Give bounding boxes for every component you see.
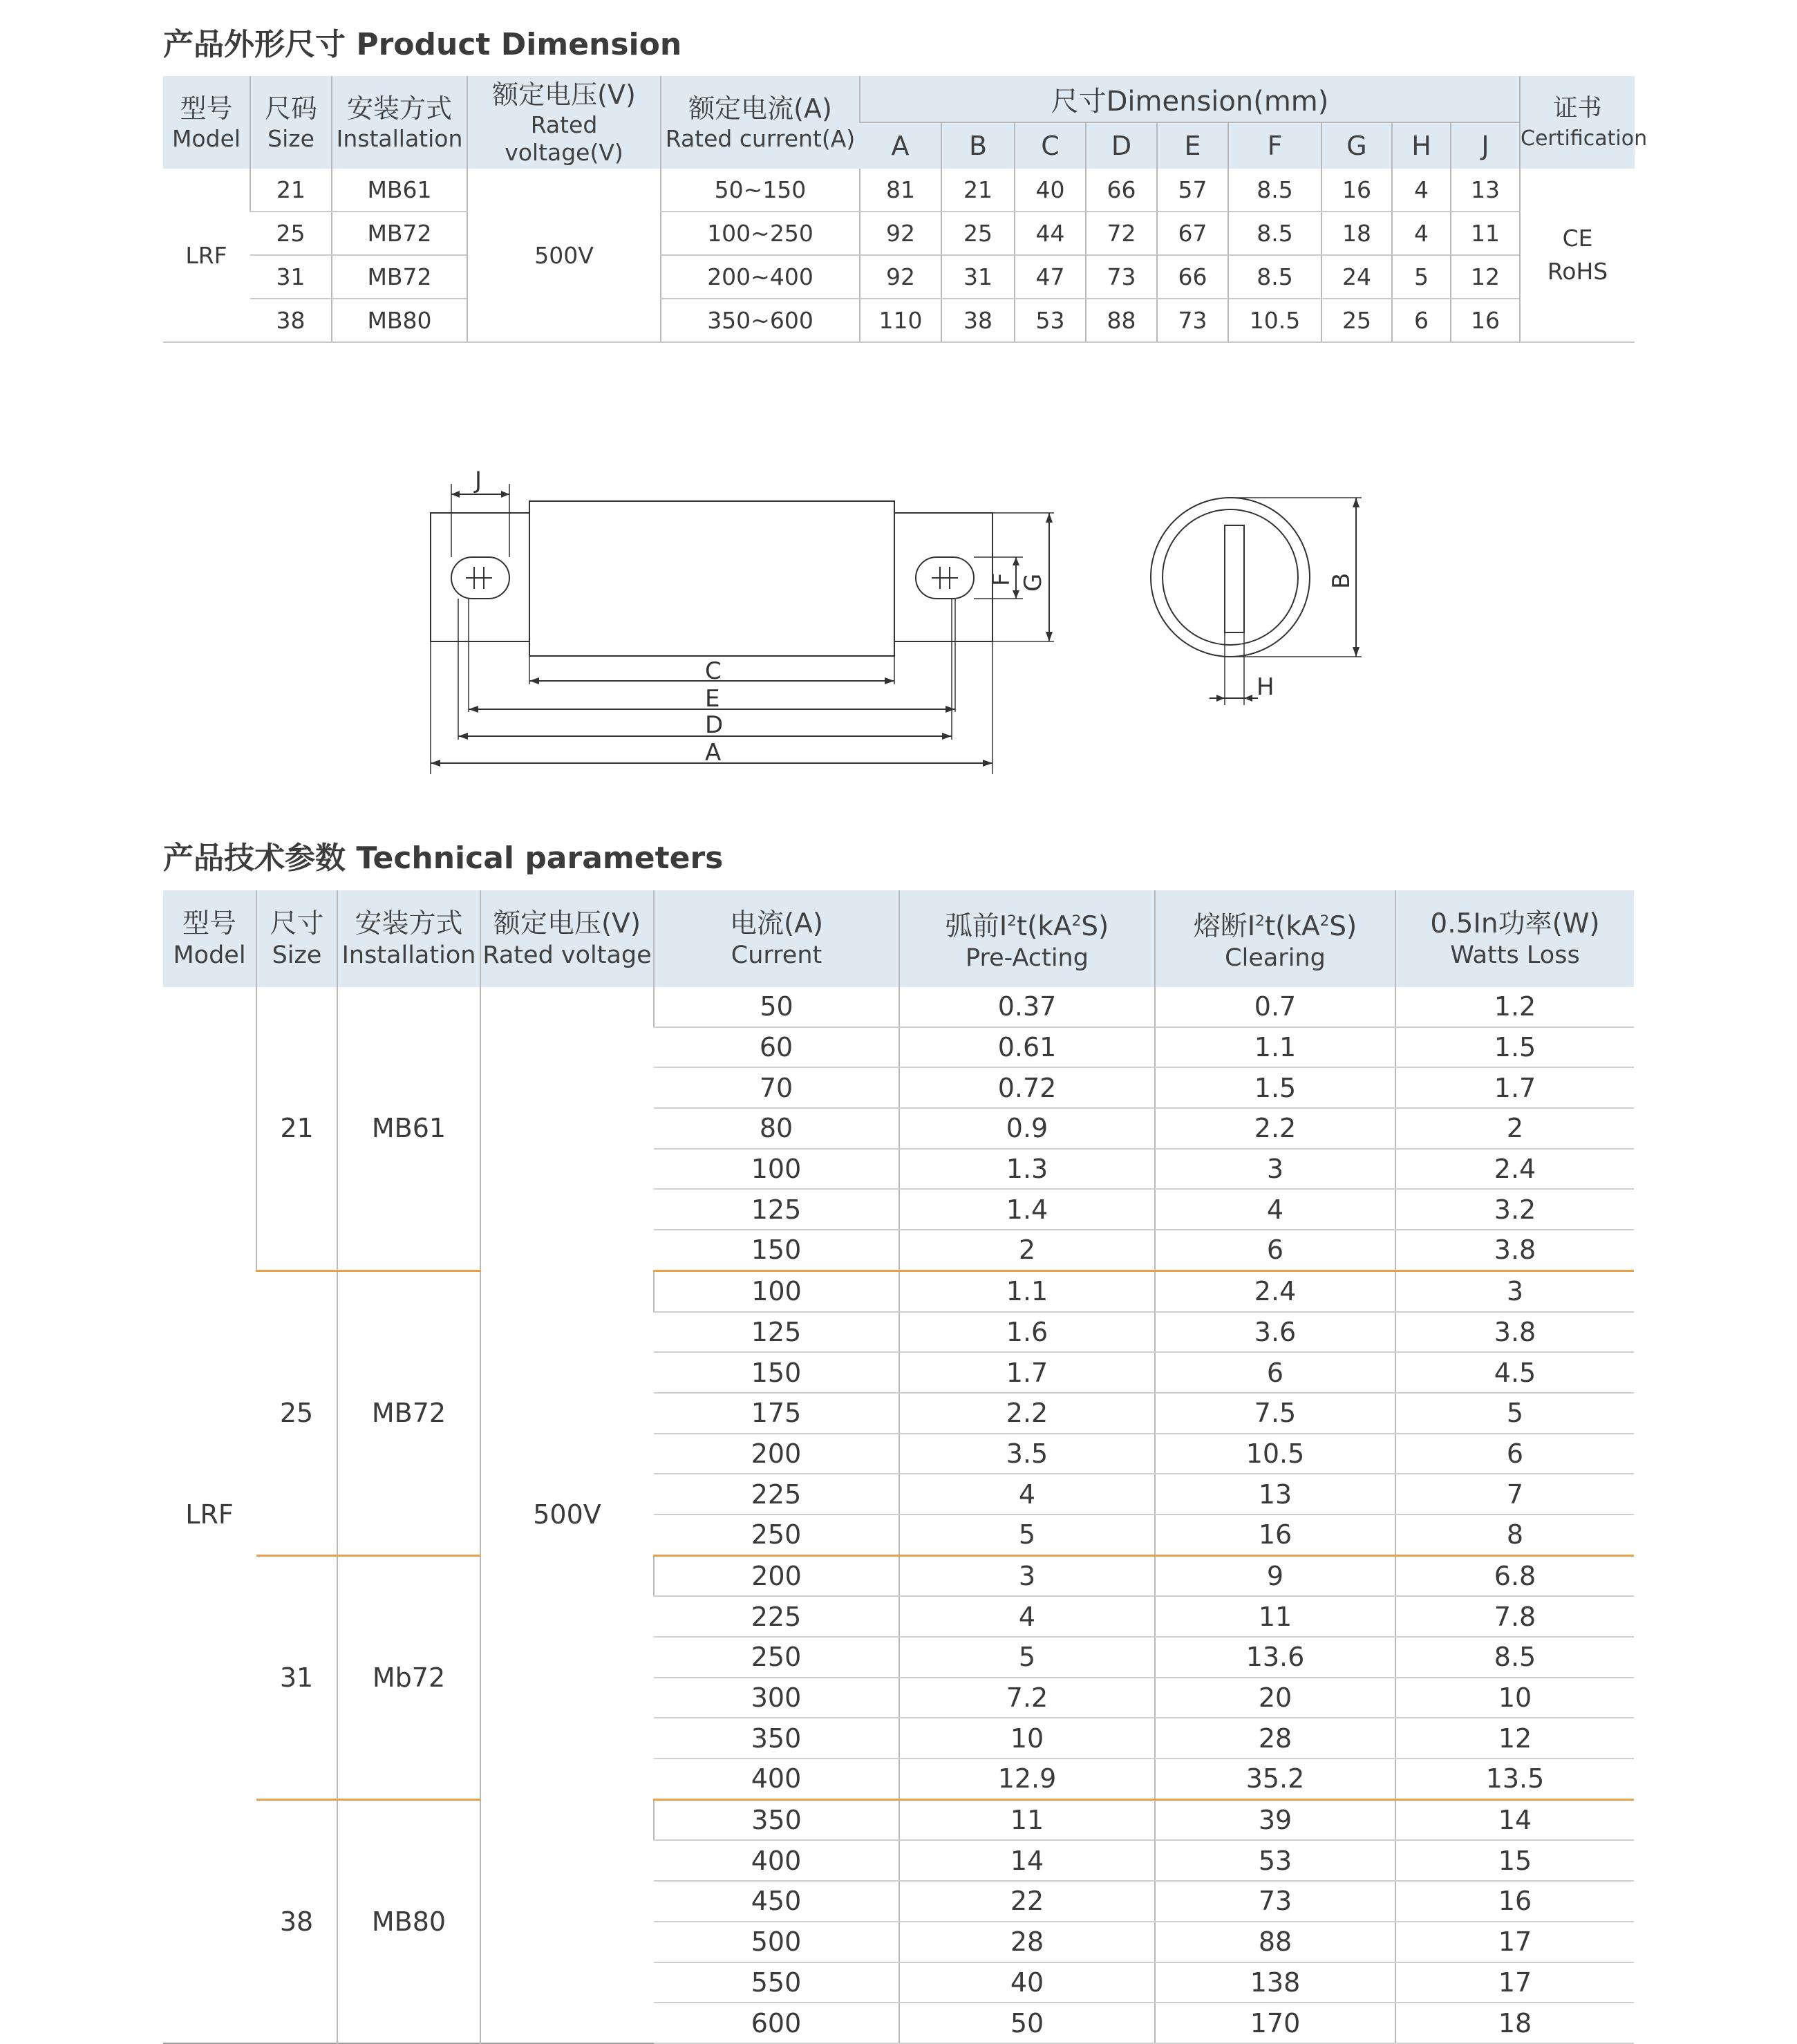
header-dim-h: H	[1392, 122, 1451, 169]
header-size: 尺寸 Size	[256, 890, 337, 987]
dim-cell: 4	[1392, 169, 1451, 212]
watts-loss-cell: 7	[1395, 1474, 1634, 1515]
installation-cell: MB72	[332, 212, 467, 255]
watts-loss-cell: 5	[1395, 1393, 1634, 1434]
current-cell: 600	[654, 2003, 899, 2043]
pre-acting-cell: 2	[899, 1230, 1155, 1271]
current-cell: 250	[654, 1515, 899, 1555]
clearing-cell: 88	[1155, 1922, 1395, 1962]
watts-loss-cell: 15	[1395, 1840, 1634, 1881]
dimension-row	[163, 299, 1635, 342]
current-cell: 150	[654, 1352, 899, 1393]
clearing-cell: 3.6	[1155, 1312, 1395, 1353]
current-cell: 200	[654, 1555, 899, 1596]
pre-acting-cell: 4	[899, 1474, 1155, 1515]
current-cell: 350	[654, 1718, 899, 1759]
tech-row	[163, 1271, 1634, 1311]
clearing-cell: 20	[1155, 1678, 1395, 1718]
header-rated-voltage: 额定电压(V) Rated voltage	[480, 890, 654, 987]
cert-rohs: RoHS	[1547, 258, 1608, 285]
current-cell: 100	[654, 1271, 899, 1311]
current-cell: 150	[654, 1230, 899, 1271]
header-current: 电流(A) Current	[654, 890, 899, 987]
dimension-row	[163, 255, 1635, 299]
pre-acting-cell: 1.3	[899, 1149, 1155, 1190]
tech-section-title: 产品技术参数 Technical parameters	[163, 841, 724, 876]
dim-cell: 81	[860, 169, 941, 212]
current-cell: 175	[654, 1393, 899, 1434]
size-cell: 31	[250, 255, 332, 299]
dim-cell: 8.5	[1228, 169, 1321, 212]
pre-acting-cell: 3.5	[899, 1434, 1155, 1474]
pre-acting-cell: 3	[899, 1555, 1155, 1596]
dim-cell: 11	[1451, 212, 1520, 255]
dimension-table	[163, 76, 1648, 343]
dim-cell: 4	[1392, 212, 1451, 255]
header-clearing: 熔断$I^2t(kA^2S)$ Clearing	[1155, 890, 1395, 987]
watts-loss-cell: 3.8	[1395, 1312, 1634, 1353]
watts-loss-cell: 13.5	[1395, 1759, 1634, 1799]
installation-cell: MB72	[337, 1271, 480, 1555]
dim-cell: 73	[1157, 299, 1228, 342]
clearing-cell: 9	[1155, 1555, 1395, 1596]
current-cell: 125	[654, 1312, 899, 1353]
header-size: 尺码 Size	[250, 76, 332, 169]
watts-loss-cell: 3.8	[1395, 1230, 1634, 1271]
clearing-cell: 0.7	[1155, 987, 1395, 1027]
current-cell: 50~150	[661, 169, 860, 212]
pre-acting-cell: 1.7	[899, 1352, 1155, 1393]
cert-ce: CE	[1562, 225, 1593, 252]
clearing-cell: 1.5	[1155, 1067, 1395, 1108]
watts-loss-cell: 10	[1395, 1678, 1634, 1718]
dim-cell: 66	[1086, 169, 1157, 212]
dim-cell: 66	[1157, 255, 1228, 299]
pre-acting-cell: 50	[899, 2003, 1155, 2043]
current-cell: 60	[654, 1027, 899, 1068]
dim-cell: 92	[860, 212, 941, 255]
label-d: D	[705, 711, 724, 739]
label-f: F	[988, 572, 1015, 586]
watts-loss-cell: 14	[1395, 1799, 1634, 1840]
watts-loss-cell: 1.7	[1395, 1067, 1634, 1108]
clearing-cell: 7.5	[1155, 1393, 1395, 1434]
dim-cell: 110	[860, 299, 941, 342]
current-cell: 225	[654, 1474, 899, 1515]
header-certification: 证书 Certification	[1520, 76, 1635, 169]
dim-cell: 57	[1157, 169, 1228, 212]
clearing-cell: 6	[1155, 1352, 1395, 1393]
dim-cell: 21	[941, 169, 1015, 212]
header-dim-c: C	[1015, 122, 1086, 169]
dim-cell: 24	[1321, 255, 1392, 299]
clearing-cell: 53	[1155, 1840, 1395, 1881]
current-cell: 50	[654, 987, 899, 1027]
dim-cell: 16	[1321, 169, 1392, 212]
header-rated-current: 额定电流(A) Rated current(A)	[661, 76, 860, 169]
technical-parameters-table	[163, 890, 1634, 2044]
clearing-cell: 170	[1155, 2003, 1395, 2043]
dim-cell: 67	[1157, 212, 1228, 255]
watts-loss-cell: 12	[1395, 1718, 1634, 1759]
current-cell: 350	[654, 1799, 899, 1840]
size-cell: 25	[256, 1271, 337, 1555]
watts-loss-cell: 8.5	[1395, 1637, 1634, 1678]
clearing-cell: 11	[1155, 1596, 1395, 1637]
watts-loss-cell: 3	[1395, 1271, 1634, 1311]
watts-loss-cell: 6	[1395, 1434, 1634, 1474]
label-j: J	[475, 467, 482, 494]
watts-loss-cell: 2	[1395, 1108, 1634, 1149]
size-cell: 21	[256, 987, 337, 1271]
current-cell: 200	[654, 1434, 899, 1474]
header-installation: 安装方式 Installation	[337, 890, 480, 987]
watts-loss-cell: 18	[1395, 2003, 1634, 2043]
installation-cell: MB72	[332, 255, 467, 299]
clearing-cell: 2.2	[1155, 1108, 1395, 1149]
clearing-cell: 1.1	[1155, 1027, 1395, 1068]
header-model: 型号 Model	[163, 890, 256, 987]
watts-loss-cell: 1.5	[1395, 1027, 1634, 1068]
watts-loss-cell: 7.8	[1395, 1596, 1634, 1637]
pre-acting-cell: 1.6	[899, 1312, 1155, 1353]
installation-cell: MB61	[332, 169, 467, 212]
pre-acting-cell: 5	[899, 1637, 1155, 1678]
size-cell: 38	[279, 1906, 314, 1937]
model-cell: LRF	[163, 169, 250, 342]
dim-cell: 72	[1086, 212, 1157, 255]
current-cell: 200~400	[661, 255, 860, 299]
pre-acting-cell: 28	[899, 1922, 1155, 1962]
current-cell: 125	[654, 1189, 899, 1230]
pre-acting-cell: 1.4	[899, 1189, 1155, 1230]
label-a: A	[705, 739, 722, 767]
clearing-cell: 13	[1155, 1474, 1395, 1515]
header-pre-acting: 弧前$I^2t(kA^2S)$ Pre-Acting	[899, 890, 1155, 987]
tech-row	[163, 987, 1634, 1027]
voltage-cell: 500V	[467, 169, 661, 342]
dim-cell: 6	[1392, 299, 1451, 342]
watts-loss-cell: 6.8	[1395, 1555, 1634, 1596]
header-model: 型号 Model	[163, 76, 250, 169]
header-dim-e: E	[1157, 122, 1228, 169]
dim-cell: 53	[1015, 299, 1086, 342]
dim-cell: 38	[941, 299, 1015, 342]
header-dim-b: B	[941, 122, 1015, 169]
clearing-cell: 2.4	[1155, 1271, 1395, 1311]
end-view-inner-ring	[1163, 509, 1298, 645]
dim-cell: 13	[1451, 169, 1520, 212]
header-rated-voltage: 额定电压(V) Rated voltage(V)	[467, 76, 661, 169]
dimension-row	[163, 212, 1635, 255]
current-cell: 400	[654, 1840, 899, 1881]
current-cell: 250	[654, 1637, 899, 1678]
current-cell: 550	[654, 1962, 899, 2003]
dim-cell: 40	[1015, 169, 1086, 212]
header-installation: 安装方式 Installation	[332, 76, 467, 169]
current-cell: 70	[654, 1067, 899, 1108]
header-dim-j: J	[1451, 122, 1520, 169]
header-dimension: 尺寸Dimension(mm)	[860, 76, 1520, 122]
clearing-cell: 73	[1155, 1881, 1395, 1922]
dim-cell: 16	[1451, 299, 1520, 342]
clearing-cell: 28	[1155, 1718, 1395, 1759]
label-e: E	[705, 685, 720, 713]
watts-loss-cell: 17	[1395, 1922, 1634, 1962]
watts-loss-cell: 1.2	[1395, 987, 1634, 1027]
label-b: B	[1328, 572, 1355, 589]
installation-cell: MB80	[332, 299, 467, 342]
pre-acting-cell: 11	[899, 1799, 1155, 1840]
pre-acting-cell: 0.61	[899, 1027, 1155, 1068]
dim-cell: 8.5	[1228, 212, 1321, 255]
installation-cell: MB80	[337, 1799, 480, 2043]
clearing-cell: 39	[1155, 1799, 1395, 1840]
watts-loss-cell: 4.5	[1395, 1352, 1634, 1393]
clearing-cell: 3	[1155, 1149, 1395, 1190]
label-c: C	[705, 657, 722, 685]
current-cell: 100	[654, 1149, 899, 1190]
pre-acting-cell: 4	[899, 1596, 1155, 1637]
watts-loss-cell: 8	[1395, 1515, 1634, 1555]
dim-cell: 44	[1015, 212, 1086, 255]
end-view-blade	[1225, 525, 1244, 632]
dim-cell: 31	[941, 255, 1015, 299]
dim-cell: 12	[1451, 255, 1520, 299]
watts-loss-cell: 2.4	[1395, 1149, 1634, 1190]
pre-acting-cell: 1.1	[899, 1271, 1155, 1311]
pre-acting-cell: 7.2	[899, 1678, 1155, 1718]
pre-acting-cell: 5	[899, 1515, 1155, 1555]
watts-loss-cell: 17	[1395, 1962, 1634, 2003]
dim-cell: 73	[1086, 255, 1157, 299]
pre-acting-cell: 10	[899, 1718, 1155, 1759]
header-dim-f: F	[1228, 122, 1321, 169]
dim-cell: 92	[860, 255, 941, 299]
size-cell: 25	[250, 212, 332, 255]
fuse-dimension-drawing	[387, 456, 1396, 781]
dim-cell: 25	[1321, 299, 1392, 342]
dim-cell: 88	[1086, 299, 1157, 342]
current-cell: 400	[654, 1759, 899, 1799]
pre-acting-cell: 14	[899, 1840, 1155, 1881]
watts-loss-cell: 16	[1395, 1881, 1634, 1922]
pre-acting-cell: 12.9	[899, 1759, 1155, 1799]
current-cell: 225	[654, 1596, 899, 1637]
pre-acting-cell: 0.37	[899, 987, 1155, 1027]
current-cell: 500	[654, 1922, 899, 1962]
current-cell: 350~600	[661, 299, 860, 342]
tech-row	[163, 1799, 1634, 1840]
dim-cell: 25	[941, 212, 1015, 255]
current-cell: 450	[654, 1881, 899, 1922]
pre-acting-cell: 2.2	[899, 1393, 1155, 1434]
model-cell: LRF	[185, 1499, 234, 1530]
dim-cell: 47	[1015, 255, 1086, 299]
current-cell: 300	[654, 1678, 899, 1718]
header-dim-d: D	[1086, 122, 1157, 169]
installation-cell: Mb72	[337, 1555, 480, 1799]
clearing-cell: 35.2	[1155, 1759, 1395, 1799]
clearing-cell: 138	[1155, 1962, 1395, 2003]
header-dim-a: A	[860, 122, 941, 169]
clearing-cell: 4	[1155, 1189, 1395, 1230]
dimension-section-title: 产品外形尺寸 Product Dimension	[163, 27, 682, 62]
current-cell: 100~250	[661, 212, 860, 255]
size-cell: 21	[250, 169, 332, 212]
clearing-cell: 10.5	[1155, 1434, 1395, 1474]
watts-loss-cell: 3.2	[1395, 1189, 1634, 1230]
clearing-cell: 16	[1155, 1515, 1395, 1555]
dim-cell: 5	[1392, 255, 1451, 299]
header-dim-g: G	[1321, 122, 1392, 169]
installation-cell: MB61	[337, 987, 480, 1271]
dim-cell: 18	[1321, 212, 1392, 255]
dimension-row	[163, 169, 1635, 212]
current-cell: 80	[654, 1108, 899, 1149]
pre-acting-cell: 0.9	[899, 1108, 1155, 1149]
pre-acting-cell: 0.72	[899, 1067, 1155, 1108]
pre-acting-cell: 40	[899, 1962, 1155, 2003]
size-cell: 31	[256, 1555, 337, 1799]
tech-row	[163, 1555, 1634, 1596]
header-watts-loss: 0.5In功率(W) Watts Loss	[1395, 890, 1634, 987]
certification-cell	[1520, 169, 1635, 342]
clearing-cell: 13.6	[1155, 1637, 1395, 1678]
dim-cell: 10.5	[1228, 299, 1321, 342]
label-h: H	[1257, 673, 1274, 701]
label-g: G	[1019, 573, 1047, 592]
pre-acting-cell: 22	[899, 1881, 1155, 1922]
fuse-body	[529, 501, 894, 656]
dim-cell: 8.5	[1228, 255, 1321, 299]
size-cell: 38	[250, 299, 332, 342]
clearing-cell: 6	[1155, 1230, 1395, 1271]
voltage-cell: 500V	[480, 987, 654, 2043]
